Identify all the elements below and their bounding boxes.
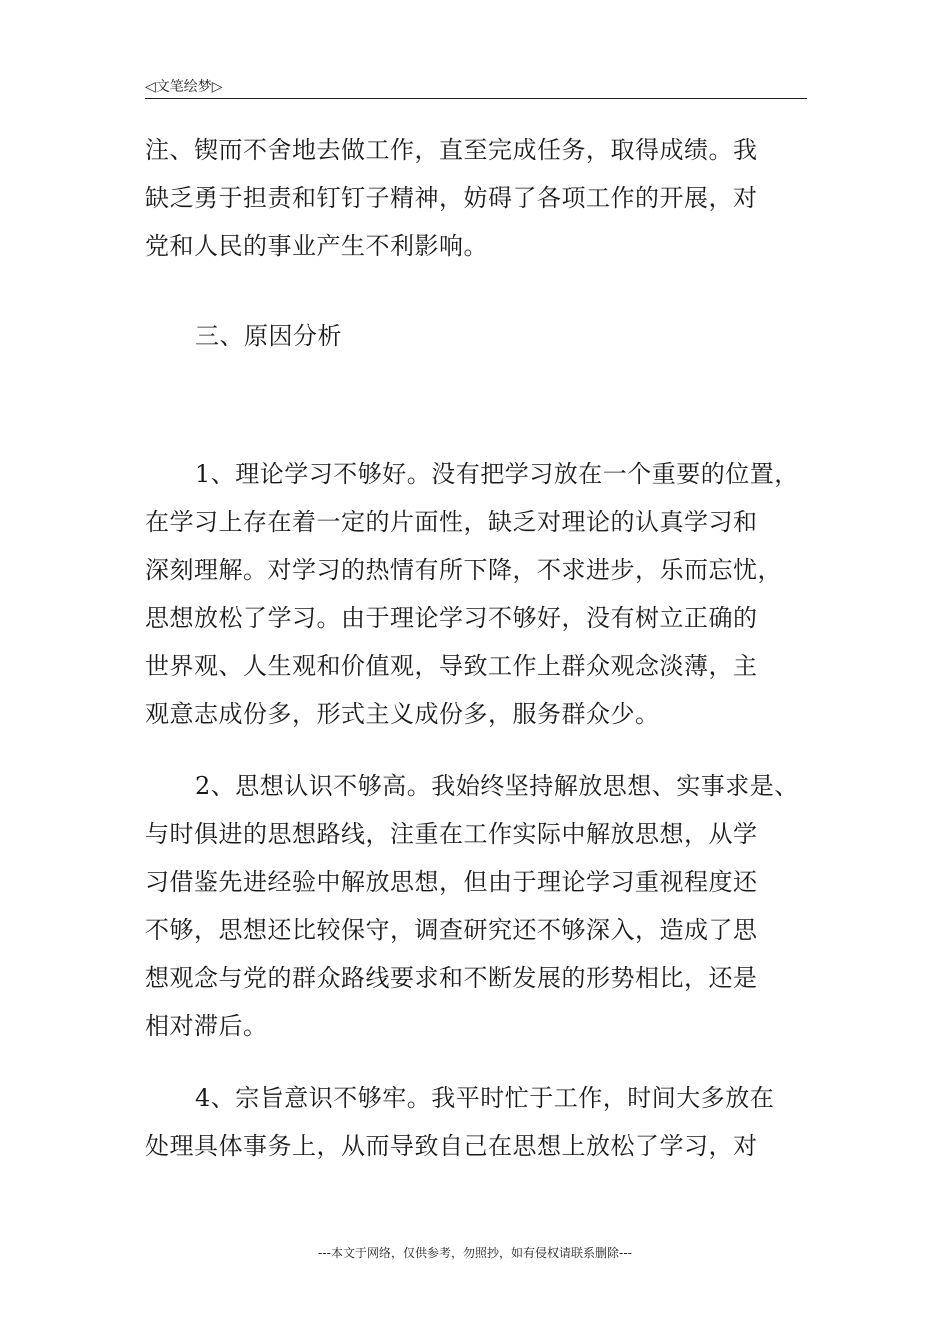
text-line: 注、锲而不舍地去做工作，直至完成任务，取得成绩。我 xyxy=(145,136,758,164)
document-body xyxy=(145,126,807,1170)
text-line: 世界观、人生观和价值观，导致工作上群众观念淡薄，主 xyxy=(145,652,758,680)
text-line: 相对滞后。 xyxy=(145,1012,268,1040)
section-heading: 三、原因分析 xyxy=(195,322,342,350)
text-line: 观意志成份多，形式主义成份多，服务群众少。 xyxy=(145,700,660,728)
paragraph-thought-awareness xyxy=(145,762,807,1050)
text-line: 缺乏勇于担责和钉钉子精神，妨碍了各项工作的开展，对 xyxy=(145,184,758,212)
text-line: 处理具体事务上，从而导致自己在思想上放松了学习，对 xyxy=(145,1132,758,1160)
paragraph-theory-study xyxy=(145,450,807,738)
spacer xyxy=(145,738,807,762)
text-line: 不够，思想还比较保守，调查研究还不够深入，造成了思 xyxy=(145,916,758,944)
text-line: 想观念与党的群众路线要求和不断发展的形势相比，还是 xyxy=(145,964,758,992)
page-footer: ---本文于网络，仅供参考，勿照抄，如有侵权请联系删除--- xyxy=(318,1246,632,1260)
text-line: 2、思想认识不够高。我始终坚持解放思想、实事求是、 xyxy=(195,772,799,800)
spacer xyxy=(145,1050,807,1074)
text-line: 1、理论学习不够好。没有把学习放在一个重要的位置， xyxy=(195,460,799,488)
text-line: 深刻理解。对学习的热情有所下降，不求进步，乐而忘忧， xyxy=(145,556,782,584)
text-line: 4、宗旨意识不够牢。我平时忙于工作，时间大多放在 xyxy=(195,1084,775,1112)
text-line: 党和人民的事业产生不利影响。 xyxy=(145,232,488,260)
text-line: 与时俱进的思想路线，注重在工作实际中解放思想，从学 xyxy=(145,820,758,848)
paragraph-continuation xyxy=(145,126,807,270)
spacer xyxy=(145,360,807,450)
text-line: 思想放松了学习。由于理论学习不够好，没有树立正确的 xyxy=(145,604,758,632)
text-line: 习借鉴先进经验中解放思想，但由于理论学习重视程度还 xyxy=(145,868,758,896)
page-header xyxy=(145,74,807,99)
paragraph-purpose-awareness xyxy=(145,1074,807,1170)
text-line: 在学习上存在着一定的片面性，缺乏对理论的认真学习和 xyxy=(145,508,758,536)
header-title: ◁文笔绘梦▷ xyxy=(145,79,223,95)
spacer xyxy=(145,270,807,312)
